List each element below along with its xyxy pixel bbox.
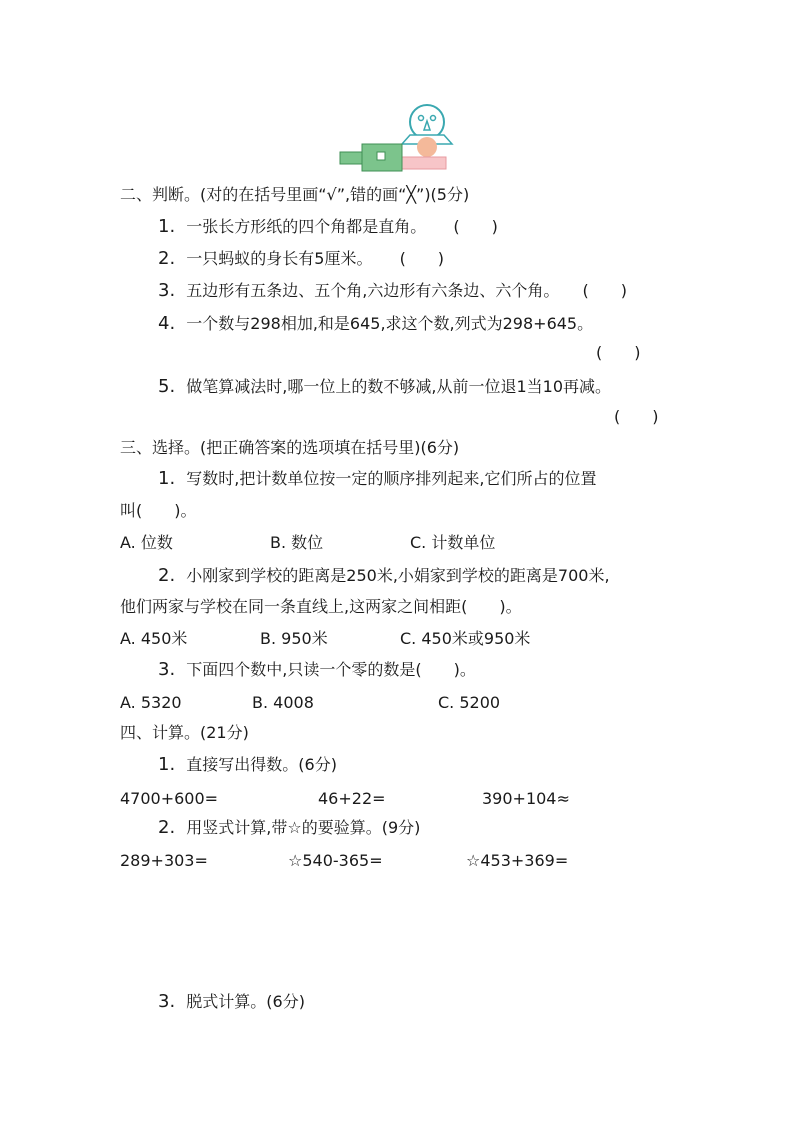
calc-part-3 — [158, 991, 305, 1013]
answer-parentheses[interactable]: ( ) — [582, 281, 627, 300]
item-number: 3. — [158, 280, 176, 301]
answer-parentheses[interactable]: ( ) — [596, 343, 641, 362]
part-number: 2. — [158, 817, 176, 838]
part-number: 3. — [158, 991, 176, 1012]
expression: ☆453+369= — [466, 851, 569, 870]
item-number: 1. — [158, 216, 176, 237]
question-number: 3. — [158, 659, 176, 680]
question-text-continued: 叫( )。 — [120, 501, 197, 520]
item-text: 做笔算减法时,哪一位上的数不够减,从前一位退1当10再减。 — [186, 377, 611, 396]
item-number: 2. — [158, 248, 176, 269]
judge-item-2 — [158, 248, 444, 270]
calc-part-2 — [158, 817, 420, 839]
question-number: 1. — [158, 468, 176, 489]
option-a[interactable]: A. 位数 — [120, 533, 173, 552]
expression: 46+22= — [318, 789, 386, 808]
part-title: 直接写出得数。(6分) — [186, 755, 337, 774]
question-number: 2. — [158, 565, 176, 586]
option-c[interactable]: C. 5200 — [438, 693, 501, 712]
expression: 4700+600= — [120, 789, 219, 808]
section-3-title: 三、选择。(把正确答案的选项填在括号里)(6分) — [120, 438, 460, 457]
question-text: 写数时,把计数单位按一定的顺序排列起来,它们所占的位置 — [186, 469, 597, 488]
item-text: 五边形有五条边、五个角,六边形有六条边、六个角。 — [186, 281, 560, 300]
robot-pencil-illustration — [338, 102, 458, 174]
section-2-title: 二、判断。(对的在括号里画“√”,错的画“╳”)(5分) — [120, 185, 470, 204]
option-b[interactable]: B. 950米 — [260, 629, 328, 648]
option-b[interactable]: B. 数位 — [270, 533, 324, 552]
option-c[interactable]: C. 计数单位 — [410, 533, 496, 552]
section-4-title: 四、计算。(21分) — [120, 723, 249, 742]
judge-item-5 — [158, 376, 611, 398]
option-a[interactable]: A. 450米 — [120, 629, 188, 648]
question-text-continued: 他们两家与学校在同一条直线上,这两家之间相距( )。 — [120, 597, 522, 616]
judge-item-4 — [158, 313, 593, 335]
part-title: 用竖式计算,带☆的要验算。(9分) — [186, 818, 421, 837]
part-title: 脱式计算。(6分) — [186, 992, 305, 1011]
item-text: 一张长方形纸的四个角都是直角。 — [186, 217, 427, 236]
question-text: 下面四个数中,只读一个零的数是( )。 — [186, 660, 476, 679]
question-text: 小刚家到学校的距离是250米,小娟家到学校的距离是700米, — [186, 566, 610, 585]
item-number: 5. — [158, 376, 176, 397]
choice-question-1 — [158, 468, 596, 490]
answer-parentheses[interactable]: ( ) — [399, 249, 445, 268]
expression: ☆540-365= — [288, 851, 383, 870]
item-text: 一只蚂蚁的身长有5厘米。 — [186, 249, 373, 268]
expression: 289+303= — [120, 851, 208, 870]
judge-item-3 — [158, 280, 627, 302]
item-text: 一个数与298相加,和是645,求这个数,列式为298+645。 — [186, 314, 594, 333]
part-number: 1. — [158, 754, 176, 775]
choice-question-3 — [158, 659, 476, 681]
expression: 390+104≈ — [482, 789, 570, 808]
choice-question-2 — [158, 565, 610, 587]
item-number: 4. — [158, 313, 176, 334]
answer-parentheses[interactable]: ( ) — [614, 407, 659, 426]
calc-part-1 — [158, 754, 337, 776]
answer-parentheses[interactable]: ( ) — [453, 217, 498, 236]
option-b[interactable]: B. 4008 — [252, 693, 314, 712]
judge-item-1 — [158, 216, 498, 238]
option-c[interactable]: C. 450米或950米 — [400, 629, 531, 648]
option-a[interactable]: A. 5320 — [120, 693, 182, 712]
